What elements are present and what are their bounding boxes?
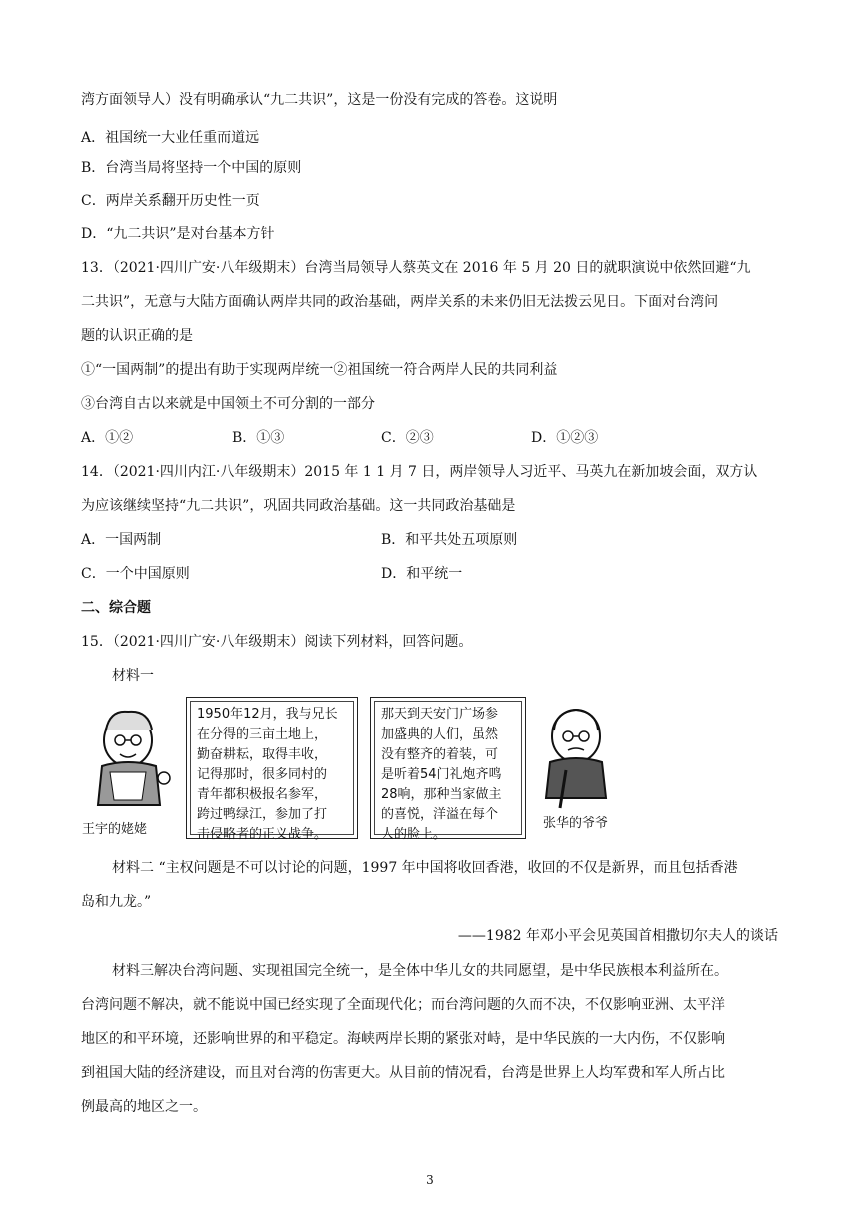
material2-source: ——1982 年邓小平会见英国首相撒切尔夫人的谈话: [457, 928, 778, 944]
panel-left-line: 勤奋耕耘，取得丰收，: [197, 747, 328, 762]
q14-option-b: B．和平共处五项原则: [381, 532, 518, 548]
material1-label: 材料一: [112, 668, 154, 684]
material2-line-1: 材料二 “主权问题是不可以讨论的问题，1997 年中国将收回香港，收回的不仅是新界，而且包括香港: [112, 860, 738, 876]
q14-option-a: A．一国两制: [81, 532, 162, 548]
panel-right-caption: 张华的爷爷: [543, 816, 609, 831]
panel-left-frame: [186, 697, 358, 842]
q13-line-4: ①“一国两制”的提出有助于实现两岸统一②祖国统一符合两岸人民的共同利益: [81, 362, 558, 378]
panel-right-line: 28响，那种当家做主: [381, 787, 502, 802]
panel-right-line: 加盛典的人们，虽然: [381, 727, 499, 742]
q13-line-1: 13．（2021·四川广安·八年级期末）台湾当局领导人蔡英文在 2016 年 5 月 20 日的就职演说中依然回避“九: [81, 260, 751, 276]
panel-right-line: 是听着54门礼炮齐鸣: [381, 767, 502, 782]
q14-option-c: C．一个中国原则: [81, 566, 190, 582]
q15-stem: 15．（2021·四川广安·八年级期末）阅读下列材料，回答问题。: [81, 634, 473, 650]
panel-right-frame: [370, 697, 526, 842]
q13-option-c: C．②③: [381, 430, 434, 446]
q14-line-2: 为应该继续坚持“九二共识”，巩固共同政治基础。这一共同政治基础是: [81, 498, 516, 514]
section-title: 二、综合题: [81, 600, 151, 616]
panel-left-line: 击侵略者的正义战争。: [197, 827, 328, 842]
q14-line-1: 14．（2021·四川内江·八年级期末）2015 年 1 1 月 7 日，两岸领导人习近平、马英九在新加坡会面，双方认: [81, 464, 758, 480]
material3-line-2: 台湾问题不解决，就不能说中国已经实现了全面现代化；而台湾问题的久而不决，不仅影响亚洲、太平洋: [81, 997, 725, 1013]
q13-line-2: 二共识”，无意与大陆方面确认两岸共同的政治基础，两岸关系的未来仍旧无法拨云见日。下面对台湾问: [81, 294, 719, 310]
panel-right-line: 人的脸上。: [381, 827, 447, 842]
panel-left-line: 1950年12月，我与兄长: [197, 707, 338, 722]
q13-option-a: A．①②: [81, 430, 134, 446]
q12-option-d: D．“九二共识”是对台基本方针: [81, 226, 275, 242]
q13-option-d: D．①②③: [531, 430, 599, 446]
q12-stem-tail: 湾方面领导人）没有明确承认“九二共识”，这是一份没有完成的答卷。这说明: [81, 92, 558, 108]
panel-left-line: 在分得的三亩土地上，: [197, 727, 328, 742]
panel-right-line: 的喜悦，洋溢在每个: [381, 807, 499, 822]
material3-line-4: 到祖国大陆的经济建设，而且对台湾的伤害更大。从目前的情况看，台湾是世界上人均军费和军人所占比: [81, 1065, 725, 1081]
material2-line-2: 岛和九龙。”: [81, 894, 152, 910]
panel-left-line: 跨过鸭绿江，参加了打: [197, 807, 328, 822]
material3-line-1: 材料三解决台湾问题、实现祖国完全统一，是全体中华儿女的共同愿望，是中华民族根本利益所在。: [112, 963, 728, 979]
panel-left-caption: 王宇的姥姥: [82, 822, 148, 837]
grandfather-illustration: [532, 700, 618, 810]
q12-option-a: A．祖国统一大业任重而道远: [81, 130, 260, 146]
panel-right-line: 那天到天安门广场参: [381, 707, 499, 722]
page-number: 3: [426, 1173, 434, 1187]
grandmother-illustration: [80, 700, 180, 810]
q13-line-3: 题的认识正确的是: [81, 328, 193, 344]
q13-line-5: ③台湾自古以来就是中国领土不可分割的一部分: [81, 396, 375, 412]
material3-line-3: 地区的和平环境，还影响世界的和平稳定。海峡两岸长期的紧张对峙，是中华民族的一大内伤，不仅影响: [81, 1031, 725, 1047]
q12-option-b: B．台湾当局将坚持一个中国的原则: [81, 160, 302, 176]
q13-option-b: B．①③: [232, 430, 285, 446]
q12-option-c: C．两岸关系翻开历史性一页: [81, 193, 260, 209]
panel-right-line: 没有整齐的着装，可: [381, 747, 499, 762]
panel-left-line: 青年都积极报名参军，: [197, 787, 328, 802]
q14-option-d: D．和平统一: [381, 566, 463, 582]
material3-line-5: 例最高的地区之一。: [81, 1099, 207, 1115]
panel-left-line: 记得那时，很多同村的: [197, 767, 328, 782]
